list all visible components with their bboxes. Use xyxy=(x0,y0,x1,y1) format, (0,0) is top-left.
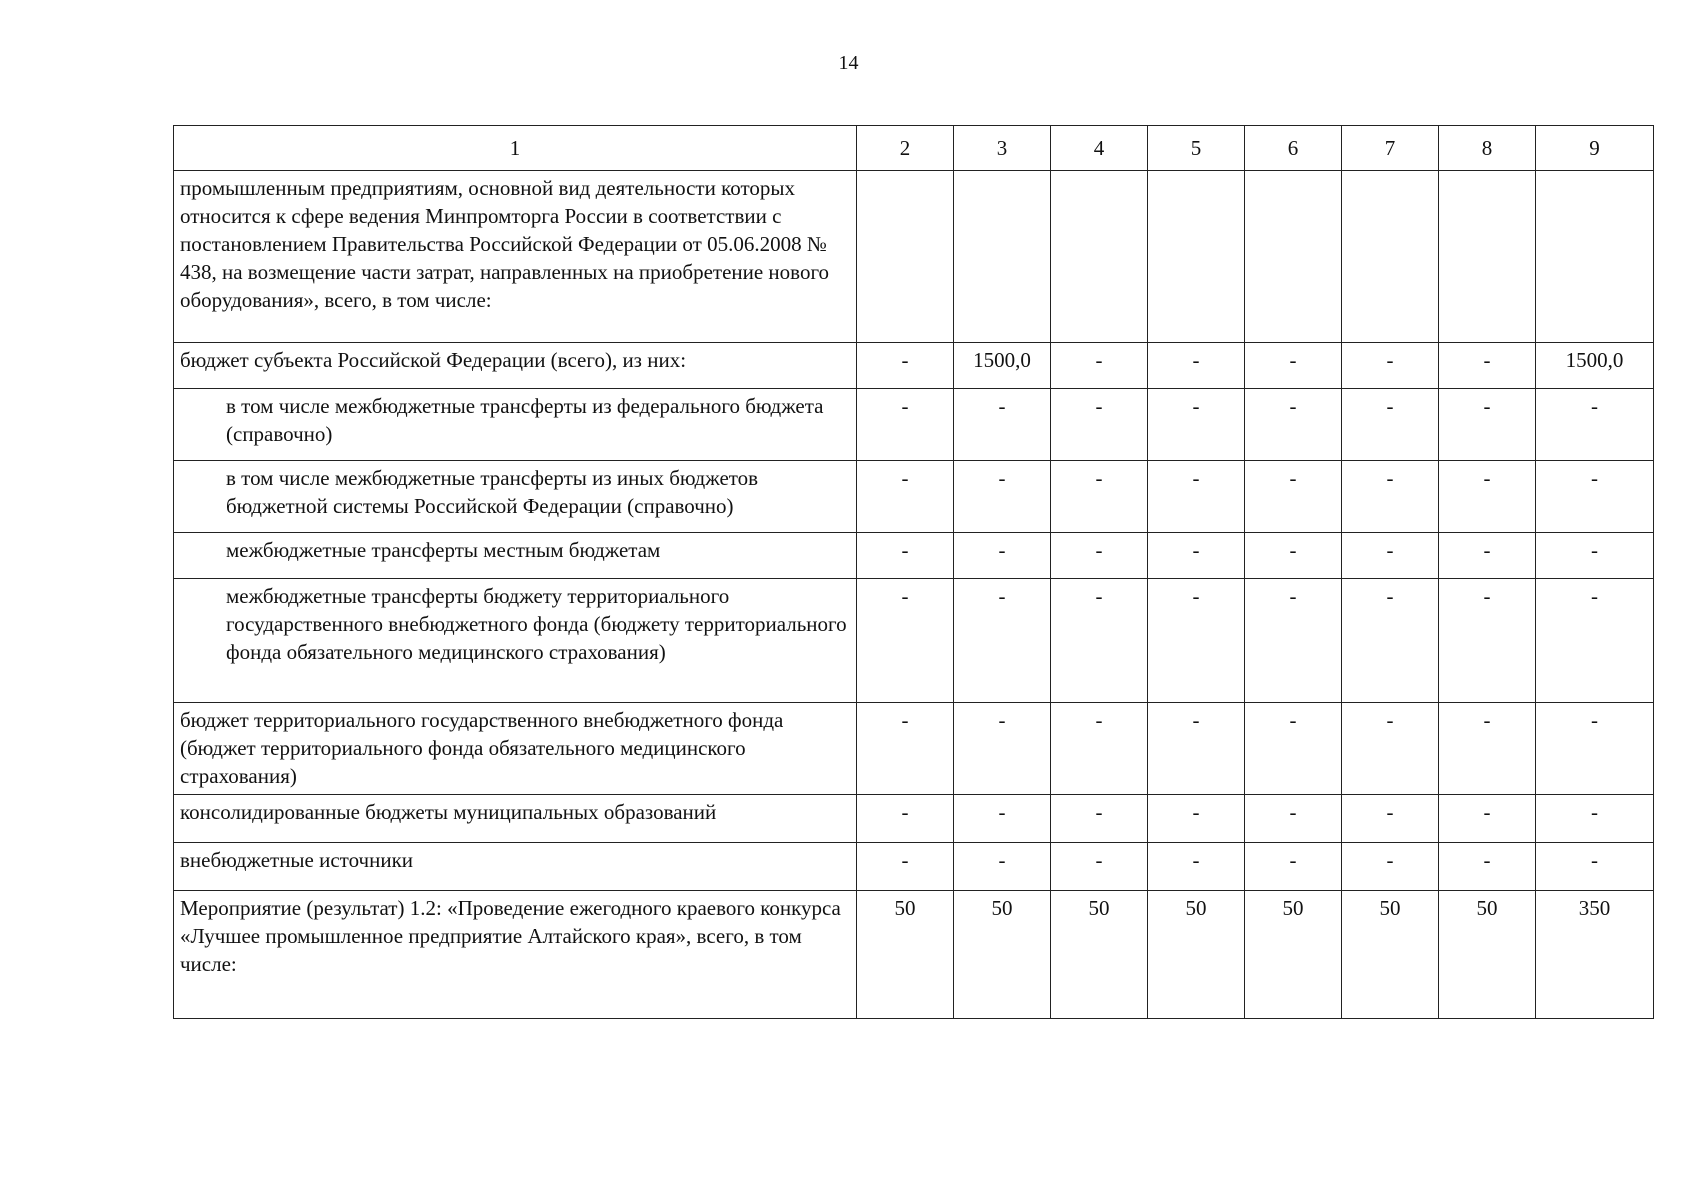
value-cell: - xyxy=(857,843,954,891)
row-label: в том числе межбюджетные трансферты из федерального бюджета (справочно) xyxy=(174,389,857,461)
value-cell: - xyxy=(1148,461,1245,533)
value-cell: 1500,0 xyxy=(954,343,1051,389)
table-row xyxy=(174,891,1654,1019)
value-cell: - xyxy=(1245,703,1342,795)
value-cell: 50 xyxy=(1051,891,1148,1019)
table-row xyxy=(174,171,1654,343)
table-row xyxy=(174,843,1654,891)
table-row xyxy=(174,579,1654,703)
value-cell: - xyxy=(1439,843,1536,891)
column-header: 2 xyxy=(857,126,954,171)
column-header: 9 xyxy=(1536,126,1654,171)
value-cell: - xyxy=(1439,533,1536,579)
value-cell: - xyxy=(954,533,1051,579)
value-cell: - xyxy=(1536,795,1654,843)
table-row xyxy=(174,461,1654,533)
row-label: межбюджетные трансферты местным бюджетам xyxy=(174,533,857,579)
row-label: бюджет субъекта Российской Федерации (всего), из них: xyxy=(174,343,857,389)
value-cell: 50 xyxy=(1148,891,1245,1019)
value-cell: - xyxy=(1148,533,1245,579)
column-header: 8 xyxy=(1439,126,1536,171)
column-header: 4 xyxy=(1051,126,1148,171)
value-cell: - xyxy=(1051,795,1148,843)
column-header: 5 xyxy=(1148,126,1245,171)
value-cell: - xyxy=(1051,843,1148,891)
row-label: бюджет территориального государственного внебюджетного фонда (бюджет территориального фонда обязательного медицинского страхования) xyxy=(174,703,857,795)
value-cell: - xyxy=(954,461,1051,533)
value-cell: - xyxy=(1148,389,1245,461)
value-cell: - xyxy=(1051,533,1148,579)
value-cell: - xyxy=(1536,579,1654,703)
value-cell: - xyxy=(1536,533,1654,579)
value-cell: - xyxy=(954,389,1051,461)
value-cell: - xyxy=(1536,843,1654,891)
value-cell: - xyxy=(1342,343,1439,389)
row-label: промышленным предприятиям, основной вид деятельности которых относится к сфере ведения Минпромторга России в соответствии с постановлением Правительства Российской Федерации от 05.06.2008 № 438, на возмещение части затрат, направленных на приобретение нового оборудования», всего, в том числе: xyxy=(174,171,857,343)
value-cell: - xyxy=(1342,461,1439,533)
value-cell xyxy=(1439,171,1536,343)
value-cell: - xyxy=(857,389,954,461)
value-cell: 350 xyxy=(1536,891,1654,1019)
value-cell xyxy=(1245,171,1342,343)
value-cell: - xyxy=(954,843,1051,891)
value-cell: - xyxy=(1439,343,1536,389)
value-cell: - xyxy=(1148,843,1245,891)
value-cell: - xyxy=(1148,343,1245,389)
value-cell: - xyxy=(1148,579,1245,703)
value-cell: - xyxy=(1342,389,1439,461)
value-cell: - xyxy=(857,795,954,843)
value-cell: - xyxy=(1245,389,1342,461)
value-cell: 50 xyxy=(1342,891,1439,1019)
value-cell: 50 xyxy=(857,891,954,1019)
value-cell: - xyxy=(1536,703,1654,795)
value-cell: - xyxy=(1051,389,1148,461)
value-cell: - xyxy=(1536,389,1654,461)
value-cell: 50 xyxy=(954,891,1051,1019)
value-cell xyxy=(1148,171,1245,343)
value-cell: - xyxy=(1342,579,1439,703)
value-cell: - xyxy=(1439,389,1536,461)
value-cell: - xyxy=(1245,579,1342,703)
value-cell: - xyxy=(1245,843,1342,891)
value-cell: 1500,0 xyxy=(1536,343,1654,389)
table-row xyxy=(174,795,1654,843)
value-cell xyxy=(954,171,1051,343)
value-cell: - xyxy=(1245,343,1342,389)
column-header: 3 xyxy=(954,126,1051,171)
value-cell: - xyxy=(1148,703,1245,795)
value-cell: - xyxy=(1051,703,1148,795)
value-cell: - xyxy=(1051,461,1148,533)
value-cell: - xyxy=(1245,795,1342,843)
value-cell: - xyxy=(857,533,954,579)
row-label: межбюджетные трансферты бюджету территориального государственного внебюджетного фонда (бюджету территориального фонда обязательного медицинского страхования) xyxy=(174,579,857,703)
row-label: в том числе межбюджетные трансферты из иных бюджетов бюджетной системы Российской Федерации (справочно) xyxy=(174,461,857,533)
value-cell: - xyxy=(857,703,954,795)
value-cell: - xyxy=(857,343,954,389)
value-cell: - xyxy=(1051,579,1148,703)
value-cell: - xyxy=(1245,461,1342,533)
value-cell: - xyxy=(1148,795,1245,843)
table-row xyxy=(174,389,1654,461)
column-header: 7 xyxy=(1342,126,1439,171)
value-cell: 50 xyxy=(1245,891,1342,1019)
value-cell: - xyxy=(1245,533,1342,579)
value-cell: - xyxy=(1439,461,1536,533)
table-row xyxy=(174,533,1654,579)
budget-table xyxy=(173,125,1654,1019)
value-cell: - xyxy=(1342,533,1439,579)
row-label: внебюджетные источники xyxy=(174,843,857,891)
table-row xyxy=(174,703,1654,795)
value-cell: - xyxy=(954,579,1051,703)
page-number: 14 xyxy=(838,52,859,74)
value-cell: - xyxy=(1342,703,1439,795)
value-cell xyxy=(1051,171,1148,343)
value-cell: - xyxy=(1342,795,1439,843)
value-cell xyxy=(857,171,954,343)
value-cell: 50 xyxy=(1439,891,1536,1019)
value-cell: - xyxy=(857,461,954,533)
header-row xyxy=(174,126,1654,171)
value-cell xyxy=(1536,171,1654,343)
column-header: 1 xyxy=(174,126,857,171)
table-body xyxy=(174,171,1654,1019)
value-cell: - xyxy=(857,579,954,703)
value-cell: - xyxy=(1439,579,1536,703)
value-cell: - xyxy=(954,795,1051,843)
row-label: консолидированные бюджеты муниципальных образований xyxy=(174,795,857,843)
value-cell: - xyxy=(1342,843,1439,891)
value-cell xyxy=(1342,171,1439,343)
table-row xyxy=(174,343,1654,389)
value-cell: - xyxy=(1439,795,1536,843)
row-label: Мероприятие (результат) 1.2: «Проведение ежегодного краевого конкурса «Лучшее промышленное предприятие Алтайского края», всего, в том числе: xyxy=(174,891,857,1019)
column-header: 6 xyxy=(1245,126,1342,171)
value-cell: - xyxy=(1051,343,1148,389)
value-cell: - xyxy=(954,703,1051,795)
value-cell: - xyxy=(1439,703,1536,795)
value-cell: - xyxy=(1536,461,1654,533)
